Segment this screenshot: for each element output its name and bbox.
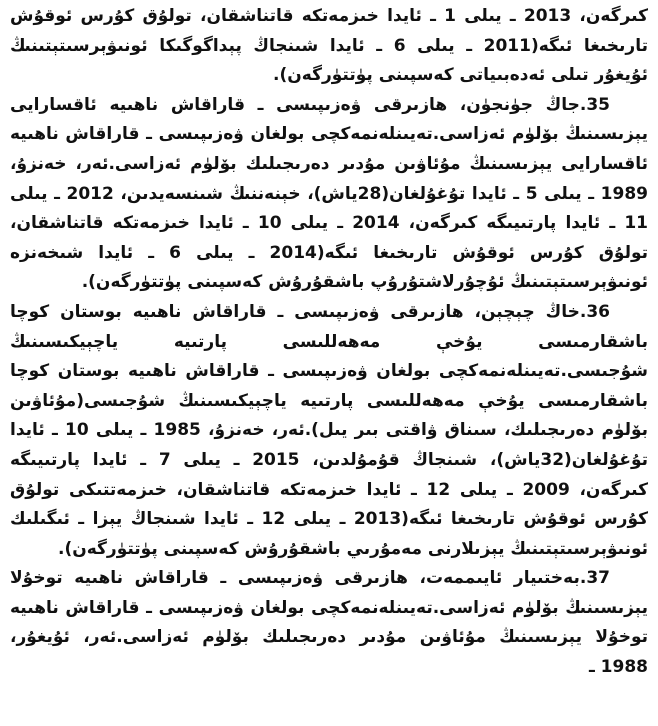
paragraph-continued: كىرگەن، 2013 ـ يىلى 1 ـ ئايدا خىزمەتكە قاتناشقان، تولۇق كۇرس ئوقۇش تارىخىغا ئىگە(2011 ـ يىلى 6 ـ ئايدا شىنجاڭ پېداگوگىكا ئونىۋېرسىتېتىنىڭ ئۇيغۇر تىلى ئەدەبىياتى كەسپىنى پۈتتۈرگەن). xyxy=(10,6,648,86)
paragraph-36: 36.خاڭ چېچېن، ھازىرقى ۋەزىپىسى ـ قاراقاش ناھىيە بوستان كوچا باشقارمىسى يۇخې مەھەللىسى پارتىيە ياچېيكىسىنىڭ شۇجىسى.تەيىنلەنمەكچى بولغان ۋەزىپىسى ـ قاراقاش ناھىيە بوستان كوچا باشقارمىسى يۇخې مەھەللىسى پارتىيە ياچېيكىسىنىڭ شۇجىسى(مۇئاۋىن بۆلۈم دەرىجىلىك، سىناق ۋاقتى بىر يىل).ئەر، خەنزۇ، 1985 ـ يىلى 10 ـ ئايدا تۇغۇلغان(32ياش)، شىنجاڭ قۇمۇلدىن، 2015 ـ يىلى 7 ـ ئايدا پارتىيىگە كىرگەن، 2009 ـ يىلى 12 ـ ئايدا خىزمەتكە قاتناشقان، خىزمەتتىكى تولۇق كۇرس ئوقۇش تارىخىغا ئىگە(2013 ـ يىلى 12 ـ ئايدا شىنجاڭ يېزا ـ ئىگىلىك ئونىۋېرسىتېتىنىڭ يېزىلارنى مەمۇرىي باشقۇرۇش كەسپىنى پۈتتۈرگەن). xyxy=(10,301,649,559)
paragraph-35: 35.جاڭ جۈنجۈن، ھازىرقى ۋەزىپىسى ـ قاراقاش ناھىيە ئاقسارايى يېزىسىنىڭ بۆلۈم ئەزاسى.تەيىنلەنمەكچى بولغان ۋەزىپىسى ـ قاراقاش ناھىيە ئاقسارايى يېزىسىنىڭ مۇئاۋىن مۇدىر دەرىجىلىك بۆلۈم ئەزاسى.ئەر، خەنزۇ، 1989 ـ يىلى 5 ـ ئايدا تۇغۇلغان(28ياش)، خېنەننىڭ شىنسەيدىن، 2012 ـ يىلى 11 ـ ئايدا پارتىيىگە كىرگەن، 2014 ـ يىلى 10 ـ ئايدا خىزمەتكە قاتناشقان، تولۇق كۇرس ئوقۇش تارىخىغا ئىگە(2014 ـ يىلى 6 ـ ئايدا شىخەنزە ئونىۋېرسىتېتىنىڭ ئۇچۇرلاشتۇرۇپ باشقۇرۇش كەسپىنى پۈتتۈرگەن). xyxy=(10,94,649,293)
paragraph-37: 37.بەختىيار ئايىممەت، ھازىرقى ۋەزىپىسى ـ قاراقاش ناھىيە توخۇلا يېزىسىنىڭ بۆلۈم ئەزاسى.تەيىنلەنمەكچى بولغان ۋەزىپىسى ـ قاراقاش ناھىيە توخۇلا يېزىسىنىڭ مۇئاۋىن مۇدىر دەرىجىلىك بۆلۈم ئەزاسى.ئەر، ئۇيغۇر، 1988 ـ xyxy=(10,568,648,678)
